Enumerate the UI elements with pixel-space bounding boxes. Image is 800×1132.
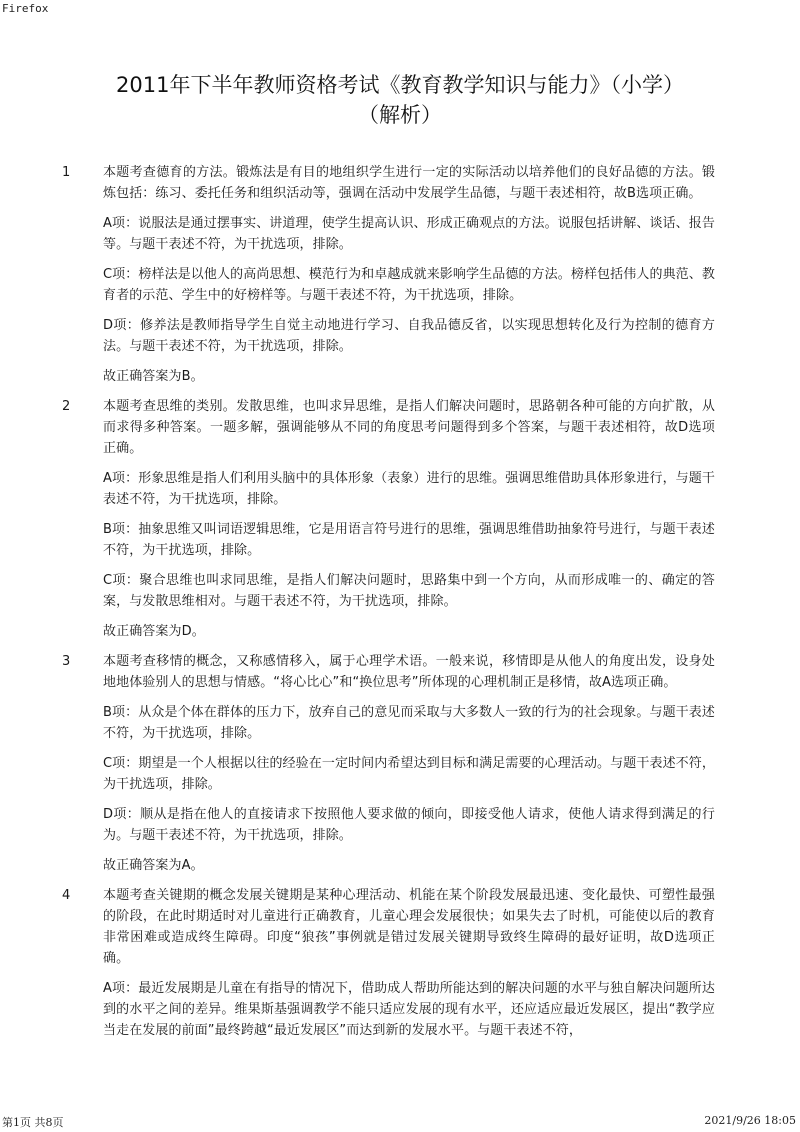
- option-analysis-paragraph: 故正确答案为B。: [103, 369, 204, 384]
- option-analysis-paragraph: D项：修养法是教师指导学生自觉主动地进行学习、自我品德反省，以实现思想转化及行为控制的德育方法。与题干表述不符，为干扰选项，排除。: [103, 318, 715, 354]
- question-number: 1: [62, 165, 71, 180]
- print-timestamp: 2021/9/26 18:05: [704, 1114, 796, 1127]
- explanation-paragraph: 本题考查移情的概念，又称感情移入，属于心理学术语。一般来说，移情即是从他人的角度出发，设身处地地体验别人的思想与情感。“将心比心”和“换位思考”所体现的心理机制正是移情，故A选项正确。: [103, 654, 715, 690]
- explanation-paragraph: 本题考查关键期的概念发展关键期是某种心理活动、机能在某个阶段发展最迅速、变化最快、可塑性最强的阶段，在此时期适时对儿童进行正确教育，儿童心理会发展很快；如果失去了时机，可能使以后的教育非常困难或造成终生障碍。印度“狼孩”事例就是错过发展关键期导致终生障碍的最好证明，故D选项正确。: [103, 888, 715, 966]
- question-number: 4: [62, 888, 71, 903]
- option-analysis-paragraph: C项：聚合思维也叫求同思维，是指人们解决问题时，思路集中到一个方向，从而形成唯一的、确定的答案，与发散思维相对。与题干表述不符，为干扰选项，排除。: [103, 573, 715, 609]
- browser-name: Firefox: [2, 2, 49, 15]
- question-number: 2: [62, 399, 71, 414]
- option-analysis-paragraph: 故正确答案为D。: [103, 624, 205, 639]
- page-info: 第1页 共8页: [2, 1116, 64, 1129]
- question-item: [0, 396, 800, 642]
- question-number: 3: [62, 654, 71, 669]
- question-item: [0, 651, 800, 876]
- question-explanation: [103, 885, 715, 1041]
- option-analysis-paragraph: D项：顺从是指在他人的直接请求下按照他人要求做的倾向，即接受他人请求，使他人请求得到满足的行为。与题干表述不符，为干扰选项，排除。: [103, 807, 715, 843]
- question-item: [0, 885, 800, 1041]
- option-analysis-paragraph: A项：形象思维是指人们利用头脑中的具体形象（表象）进行的思维。强调思维借助具体形象进行，与题干表述不符，为干扰选项，排除。: [103, 471, 715, 507]
- option-analysis-paragraph: C项：期望是一个人根据以往的经验在一定时间内希望达到目标和满足需要的心理活动。与题干表述不符，为干扰选项，排除。: [103, 756, 715, 792]
- option-analysis-paragraph: 故正确答案为A。: [103, 858, 204, 873]
- question-explanation: [103, 396, 715, 642]
- title-line-2: （解析）: [358, 103, 442, 127]
- option-analysis-paragraph: A项：说服法是通过摆事实、讲道理，使学生提高认识、形成正确观点的方法。说服包括讲解、谈话、报告等。与题干表述不符，为干扰选项，排除。: [103, 216, 715, 252]
- title-line-1: 2011年下半年教师资格考试《教育教学知识与能力》（小学）: [116, 73, 684, 97]
- question-item: [0, 162, 800, 387]
- option-analysis-paragraph: B项：从众是个体在群体的压力下，放弃自己的意见而采取与大多数人一致的行为的社会现象。与题干表述不符，为干扰选项，排除。: [103, 705, 715, 741]
- print-footer: [0, 1110, 800, 1132]
- question-list: [0, 162, 800, 1050]
- option-analysis-paragraph: B项：抽象思维又叫词语逻辑思维，它是用语言符号进行的思维，强调思维借助抽象符号进行，与题干表述不符，为干扰选项，排除。: [103, 522, 715, 558]
- document-title: [40, 70, 760, 130]
- question-explanation: [103, 651, 715, 876]
- explanation-paragraph: 本题考查德育的方法。锻炼法是有目的地组织学生进行一定的实际活动以培养他们的良好品德的方法。锻炼包括：练习、委托任务和组织活动等，强调在活动中发展学生品德，与题干表述相符，故B选项正确。: [103, 165, 715, 201]
- option-analysis-paragraph: C项：榜样法是以他人的高尚思想、模范行为和卓越成就来影响学生品德的方法。榜样包括伟人的典范、教育者的示范、学生中的好榜样等。与题干表述不符，为干扰选项，排除。: [103, 267, 715, 303]
- option-analysis-paragraph: A项：最近发展期是儿童在有指导的情况下，借助成人帮助所能达到的解决问题的水平与独自解决问题所达到的水平之间的差异。维果斯基强调教学不能只适应发展的现有水平，还应适应最近发展区，提出“教学应当走在发展的前面”最终跨越“最近发展区”而达到新的发展水平。与题干表述不符，: [103, 981, 715, 1038]
- question-explanation: [103, 162, 715, 387]
- explanation-paragraph: 本题考查思维的类别。发散思维，也叫求异思维，是指人们解决问题时，思路朝各种可能的方向扩散，从而求得多种答案。一题多解，强调能够从不同的角度思考问题得到多个答案，与题干表述相符，故D选项正确。: [103, 399, 715, 456]
